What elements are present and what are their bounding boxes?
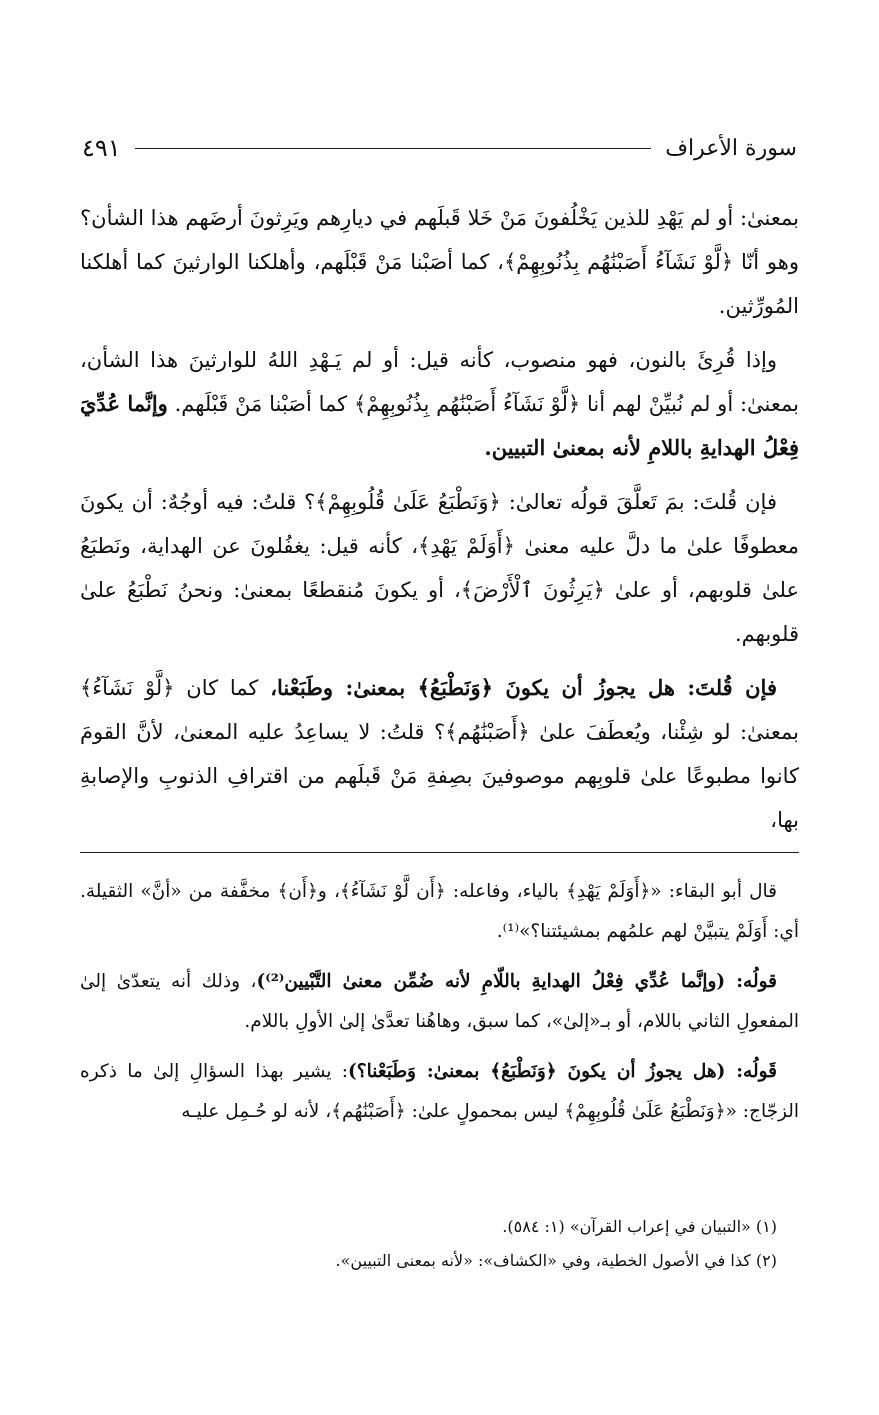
commentary-3-quote: قَولُه: (هل يجوزُ أن يكونَ ﴿وَنَطْبَعُ﴾ بمعنىٰ: وَطَبَعْنا؟) bbox=[348, 1061, 777, 1082]
running-header bbox=[82, 128, 797, 168]
paragraph-4 bbox=[80, 666, 799, 842]
commentary-paragraph-1: قال أبو البقاء: «﴿أَوَلَمْ يَهْدِ﴾ بالياء، وفاعله: ﴿أَن لَّوْ نَشَآءُ﴾، و﴿أَن﴾ مخفَّفة من «أنَّ» الثقيلة. أي: أَوَلَمْ يتبيَّنْ لهم علمُهم بمشيئتنا؟»⁽¹⁾. bbox=[80, 881, 799, 942]
commentary-3-text: : يشير بهذا السؤالِ إلىٰ ما ذكره الزجّاج: «﴿وَنَطْبَعُ عَلَىٰ قُلُوبِهِمْ﴾ ليس بمحمولٍ علىٰ: ﴿أَصَبْنَٰهُم﴾، لأنه لو حُـمِل عليـه bbox=[80, 1061, 799, 1122]
paragraph-2-text: وإذا قُرِئَ بالنون، فهو منصوب، كأنه قيل: أو لم يَـهْدِ اللهُ للوارثينَ هذا الشأن، بمعنىٰ: أو لم نُبيِّنْ لهم أنا ﴿لَّوْ نَشَآءُ أَصَبْنَٰهُم بِذُنُوبِهِمْ﴾ كما أصَبْنا مَنْ قَبْلَهم. bbox=[80, 348, 799, 416]
page-number: ٤٩١ bbox=[82, 134, 121, 162]
commentary-text bbox=[80, 872, 799, 1142]
paragraph-4-question: فإن قُلتَ: هل يجوزُ أن يكونَ ﴿وَنَطْبَعُ﴾ بمعنىٰ: وطَبَعْنا، bbox=[270, 675, 777, 700]
commentary-paragraph-2 bbox=[80, 962, 799, 1042]
footnote-2: (٢) كذا في الأصول الخطية، وفي «الكشاف»: «لأنه بمعنى التبيين». bbox=[335, 1251, 777, 1270]
footnotes bbox=[80, 1210, 799, 1278]
paragraph-1: بمعنىٰ: أو لم يَهْدِ للذين يَخْلُفونَ مَنْ خَلا قَبلَهم في ديارِهم ويَرِثونَ أرضَهم هذا الشأن؟ وهو أنّا ﴿لَّوْ نَشَآءُ أَصَبْنَٰهُم بِذُنُوبِهِمْ﴾، كما أصَبْنا مَنْ قَبْلَهم، وأهلكنا الوارثينَ كما أهلكنا المُورِّثين. bbox=[80, 206, 799, 318]
surah-title: سورة الأعراف bbox=[665, 135, 797, 161]
paragraph-4-text: كما كان ﴿لَّوْ نَشَآءُ﴾ بمعنىٰ: لو شِئْنا، ويُعطَفَ علىٰ ﴿أَصَبْنَٰهُم﴾؟ قلتُ: لا يساعِدُ عليه المعنىٰ، لأنَّ القومَ كانوا مطبوعًا علىٰ قلوبِهم موصوفينَ بصِفةِ مَنْ قَبلَهم من اقترافِ الذنوبِ والإصابةِ بها، bbox=[80, 676, 799, 832]
commentary-2-text: ، وذلك أنه يتعدّىٰ إلىٰ المفعولِ الثاني باللام، أو بـ«إلىٰ»، كما سبق، وهاهُنا تعدَّىٰ إلىٰ الأولِ باللام. bbox=[80, 971, 799, 1032]
paragraph-2-quote: وإنَّما عُدِّيَ فِعْلُ الهدايةِ باللامِ لأنه بمعنىٰ التبيين. bbox=[80, 391, 799, 460]
header-rule bbox=[135, 148, 652, 149]
commentary-2-quote: قولُه: (وإنَّما عُدِّي فِعْلُ الهدايةِ باللّامِ لأنه ضُمِّن معنىٰ التَّبْيين⁽²⁾) bbox=[256, 971, 777, 992]
paragraph-3: فإن قُلتَ: بمَ تَعلَّقَ قولُه تعالىٰ: ﴿وَنَطْبَعُ عَلَىٰ قُلُوبِهِمْ﴾؟ قلتُ: فيه أوجُهٌ: أن يكونَ معطوفًا علىٰ ما دلَّ عليه معنىٰ ﴿أَوَلَمْ يَهْدِ﴾، كأنه قيل: يغفُلونَ عن الهداية، ونَطبَعُ علىٰ قلوبهم، أو علىٰ ﴿يَرِثُونَ ٱلْأَرْضَ﴾، أو يكونَ مُنقطعًا بمعنىٰ: ونحنُ نَطْبَعُ علىٰ قلوبهم. bbox=[80, 490, 799, 646]
commentary-separator bbox=[80, 852, 799, 853]
footnote-1: (١) «التبيان في إعراب القرآن» (١: ٥٨٤). bbox=[502, 1217, 777, 1236]
paragraph-2 bbox=[80, 338, 799, 470]
main-text bbox=[80, 196, 799, 852]
commentary-paragraph-3 bbox=[80, 1052, 799, 1132]
